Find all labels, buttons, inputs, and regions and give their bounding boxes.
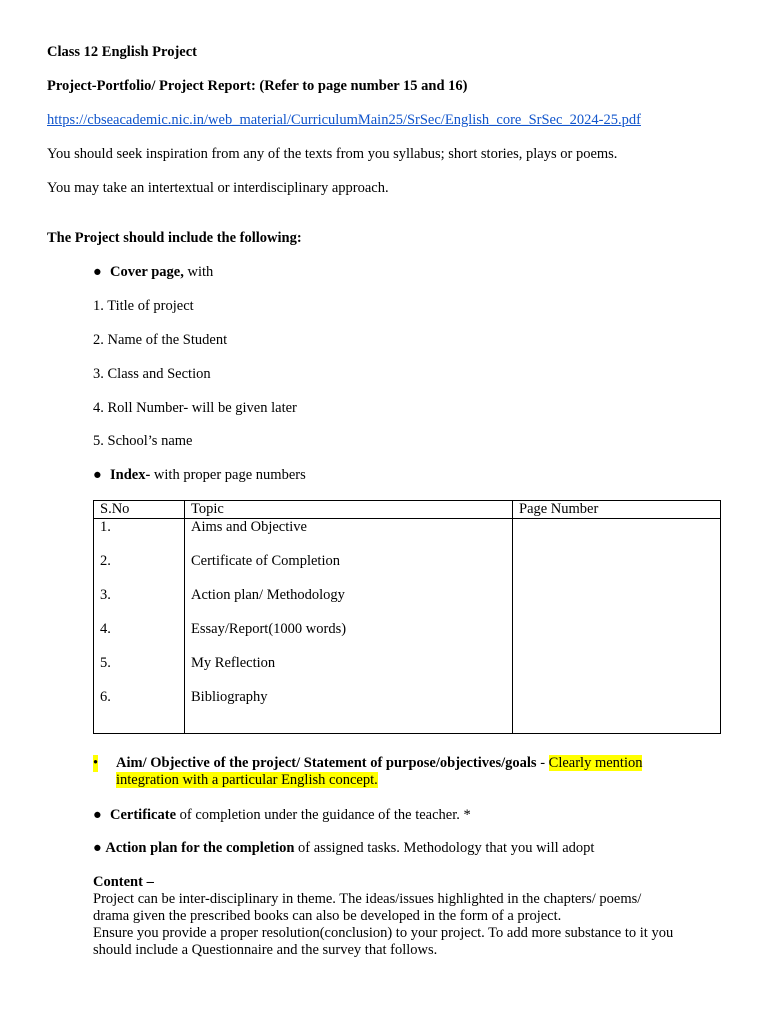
bullet-icon: ● (93, 840, 102, 856)
table-header-cell: S.No (94, 501, 185, 519)
action-label: Action plan for the completion (105, 840, 295, 856)
table-header-row (94, 501, 721, 519)
topic: Essay/Report(1000 words) (191, 621, 347, 637)
cover-list-item: 5. School’s name (93, 433, 193, 449)
sno: 6. (100, 689, 111, 705)
content-line: Project can be inter-disciplinary in theme. The ideas/issues highlighted in the chapters/ poems/ (93, 891, 642, 907)
sno-cell (94, 519, 185, 734)
content-heading: Content – (93, 874, 154, 890)
aim-label: Aim/ Objective of the project/ Statement of purpose/objectives/goals (116, 755, 537, 771)
intro-line-2: You may take an intertextual or interdisciplinary approach. (47, 180, 389, 196)
certificate-rest: of completion under the guidance of the teacher. * (176, 807, 471, 823)
aim-highlight: integration with a particular English concept. (116, 772, 378, 788)
topic-cell (185, 519, 513, 734)
topic: Action plan/ Methodology (191, 587, 345, 603)
sno: 5. (100, 655, 111, 671)
table-body-row (94, 519, 721, 734)
cover-label: Cover page, (110, 264, 184, 280)
bullet-icon: ● (93, 467, 102, 483)
cover-list-item: 3. Class and Section (93, 366, 211, 382)
bullet-icon: ● (93, 807, 102, 823)
sno: 3. (100, 587, 111, 603)
aim-item (93, 755, 726, 789)
sno: 4. (100, 621, 111, 637)
table-header-cell: Topic (185, 501, 513, 519)
index-label: Index- (110, 467, 151, 483)
certificate-label: Certificate (110, 807, 177, 823)
topic: Bibliography (191, 689, 268, 705)
cover-list-item: 4. Roll Number- will be given later (93, 400, 297, 416)
cover-list-item: 2. Name of the Student (93, 332, 228, 348)
page-number-cell (513, 519, 721, 734)
document-title: Class 12 English Project (47, 44, 197, 60)
content-line: drama given the prescribed books can also be developed in the form of a project. (93, 908, 562, 924)
table-header-cell: Page Number (513, 501, 721, 519)
content-line: should include a Questionnaire and the survey that follows. (93, 942, 438, 958)
intro-line-1: You should seek inspiration from any of the texts from you syllabus; short stories, plays or poems. (47, 146, 618, 162)
bullet-icon: • (93, 755, 99, 771)
sno: 2. (100, 553, 111, 569)
aim-highlight: Clearly mention (548, 755, 643, 771)
index-table (93, 500, 721, 734)
document-subtitle: Project-Portfolio/ Project Report: (Refer to page number 15 and 16) (47, 78, 468, 94)
bullet-icon: ● (93, 264, 102, 280)
cover-page-item (93, 264, 213, 281)
include-heading: The Project should include the following: (47, 230, 302, 246)
cover-list-item: 1. Title of project (93, 298, 194, 314)
certificate-item (93, 807, 471, 824)
topic: Aims and Objective (191, 519, 307, 535)
syllabus-link[interactable]: https://cbseacademic.nic.in/web_material/CurriculumMain25/SrSec/English_core_SrSec_2024-25.pdf (47, 112, 641, 128)
topic: Certificate of Completion (191, 553, 340, 569)
sno: 1. (100, 519, 111, 535)
cover-rest: with (183, 264, 214, 280)
action-plan-item (93, 840, 594, 857)
aim-separator: - (536, 755, 549, 771)
action-rest: of assigned tasks. Methodology that you will adopt (294, 840, 595, 856)
index-rest: with proper page numbers (150, 467, 306, 483)
topic: My Reflection (191, 655, 276, 671)
index-item (93, 467, 306, 484)
content-line: Ensure you provide a proper resolution(conclusion) to your project. To add more substance to it you (93, 925, 674, 941)
